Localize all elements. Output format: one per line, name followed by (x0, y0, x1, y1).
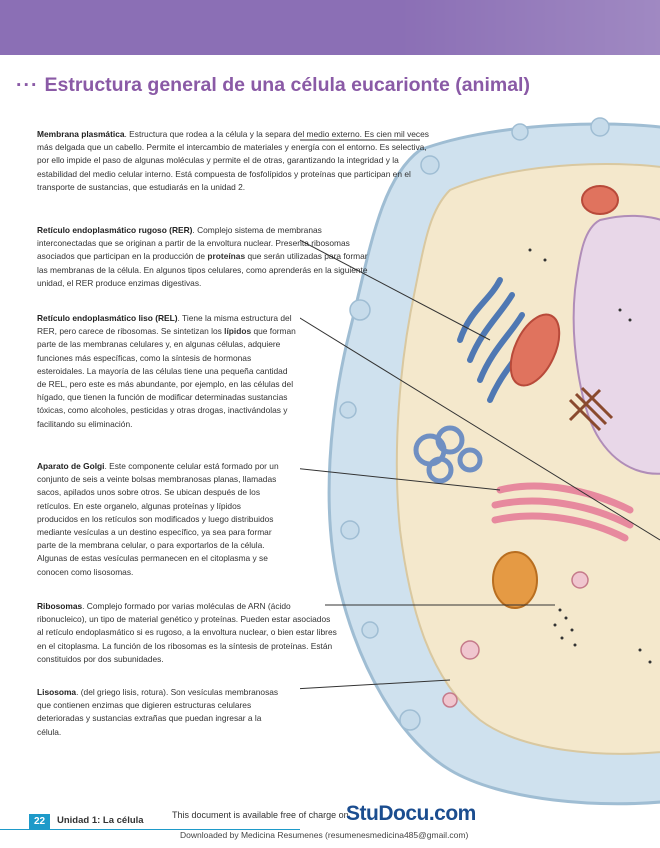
title-text: Estructura general de una célula eucarionte (animal) (44, 74, 530, 96)
download-credit: Downloaded by Medicina Resumenes (resumenesmedicina485@gmail.com) (180, 830, 469, 840)
entry-text-after: que forman parte de las membranas celulares y, en algunas células, adquiere funciones más específicas, como la síntesis de hormonas esteroidales. La mayoría de las células tiene una pequeña cantidad de REL, pero este es más abundante, por ejemplo, en las células del hígado, que tienen la función de modificar determinadas sustancias tóxicas, como alcoholes, pesticidas y otras drogas, inactivándolas y facilitando su eliminación. (37, 326, 296, 429)
entry-text-after: que serán utilizadas para formar las membranas de la célula. En algunos tipos celulares, como aprenderás en la siguiente unidad, el RER produce enzimas digestivas. (37, 251, 368, 288)
entry-term: Retículo endoplasmático liso (REL) (37, 313, 178, 323)
top-banner (0, 0, 660, 55)
entry-term: Membrana plasmática (37, 129, 125, 139)
studocu-logo[interactable]: StuDocu.com (346, 802, 476, 825)
entry-text: . Este componente celular está formado por un conjunto de seis a veinte bolsas membranosas planas, llamadas sacos, apilados unos sobre otros. Se ubican después de los retículos. En este organelo, algunas proteínas y lípidos producidos en los retículos son modificados y luego distribuidos mediante vesículas a un destino específico, ya sea para formar parte de la membrana celular, o para exportarlos de la célula. Algunas de estas vesículas permanecen en el citoplasma y se conocen como lisosomas. (37, 461, 279, 577)
entry-term: Lisosoma (37, 687, 77, 697)
entry-text: . Tiene la misma estructura del RER, pero carece de ribosomas. Se sintetizan los (37, 313, 292, 337)
unit-label: Unidad 1: La célula (57, 815, 144, 826)
page-number: 22 (29, 814, 50, 829)
entry-ribosomas (37, 600, 337, 666)
entry-rel (37, 312, 299, 431)
entry-text: . (del griego lisis, rotura). Son vesículas membranosas que contienen enzimas que digieren estructuras celulares deterioradas y sustancias extrañas que puedan ingresar a la célula. (37, 687, 279, 737)
entry-term: Retículo endoplasmático rugoso (RER) (37, 225, 193, 235)
entry-keyword: proteínas (207, 251, 246, 262)
availability-note: This document is available free of charge on (172, 810, 349, 820)
entry-term: Ribosomas (37, 601, 83, 611)
entry-text: . Complejo sistema de membranas interconectadas que se originan a partir de la envoltura nuclear. Presenta ribosomas asociados que participan en la producción de (37, 225, 350, 262)
page-title (16, 74, 536, 97)
title-dots: ··· (16, 74, 39, 96)
entry-term: Aparato de Golgi (37, 461, 105, 471)
entry-text: . Complejo formado por varias moléculas de ARN (ácido ribonucleico), un tipo de material genético y proteínas. Pueden estar asociados al retículo endoplasmático si es rugoso, a la envoltura nuclear, o bien estar libres en el citoplasma. La función de los ribosomas es la síntesis de proteínas. Están constituidos por dos subunidades. (37, 601, 337, 664)
entry-membrana-plasmatica (37, 128, 429, 194)
entry-keyword: lípidos (224, 326, 252, 337)
entry-lisosoma (37, 686, 287, 739)
cell-illustration (300, 110, 660, 810)
entry-rer (37, 224, 377, 290)
entry-text: . Estructura que rodea a la célula y la separa del medio externo. Es cien mil veces más delgada que un cabello. Permite el intercambio de materiales y energía con el entorno. Es selectiva, por ello impide el paso de algunas moléculas y permite el de otras, garantizando la integridad y la estabilidad del medio celular interno. Está compuesta de fosfolípidos y proteínas que participan en el transporte de sustancias, que estudiarás en la unidad 2. (37, 129, 429, 192)
entry-golgi (37, 460, 283, 579)
